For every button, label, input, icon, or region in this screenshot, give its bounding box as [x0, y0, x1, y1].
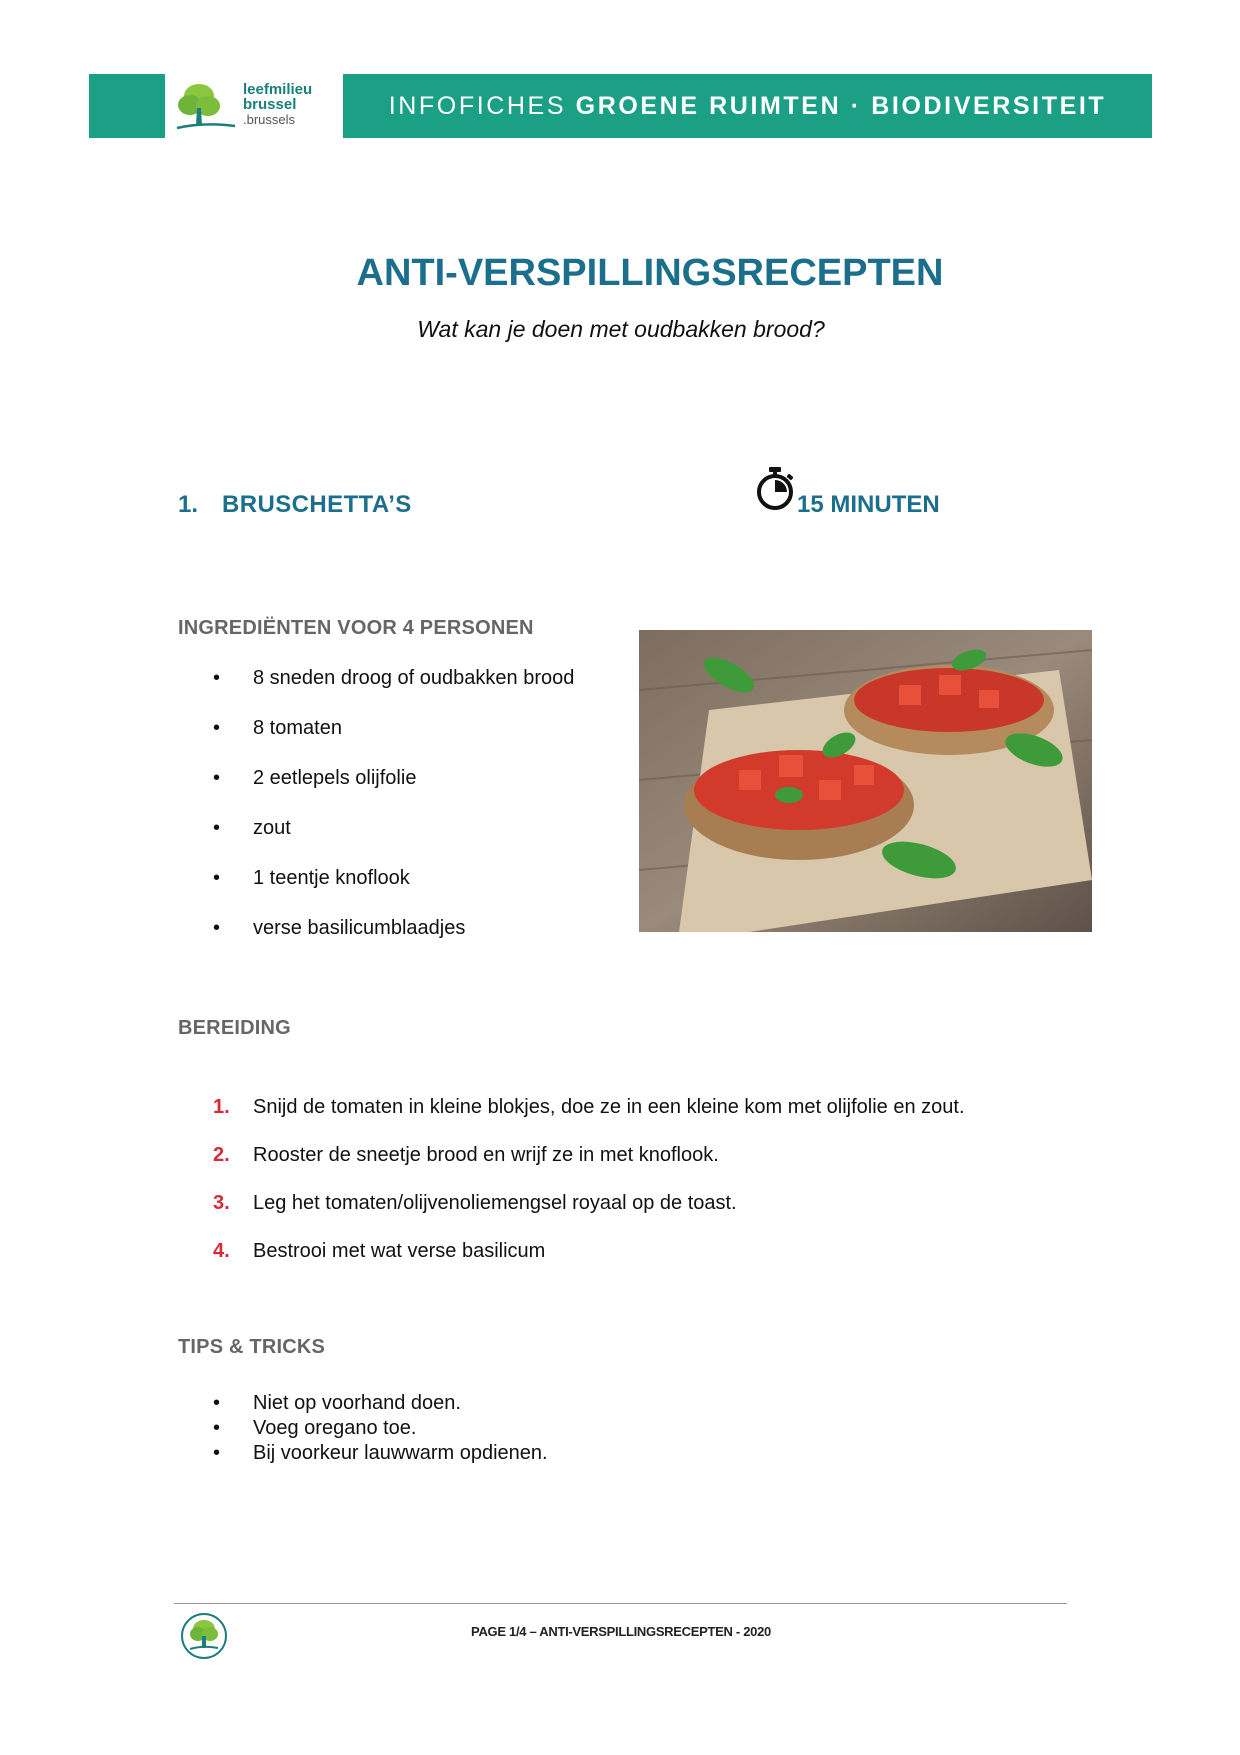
ingredient-item: • zout — [213, 817, 291, 839]
tip-item: • Voeg oregano toe. — [213, 1417, 417, 1439]
bullet-icon: • — [213, 1417, 221, 1439]
ingredient-item: • 8 tomaten — [213, 717, 342, 739]
step-item: 4. Bestrooi met wat verse basilicum — [213, 1240, 546, 1262]
bruschetta-photo — [639, 630, 1092, 932]
tip-item: • Bij voorkeur lauwwarm opdienen. — [213, 1442, 548, 1464]
banner-bold: GROENE RUIMTEN · BIODIVERSITEIT — [575, 91, 1107, 120]
page-title: ANTI-VERSPILLINGSRECEPTEN — [356, 252, 944, 294]
step-item: 2. Rooster de sneetje brood en wrijf ze in met knoflook. — [213, 1144, 719, 1166]
prep-time: 15 MINUTEN — [797, 491, 940, 518]
ingredient-item: • 1 teentje knoflook — [213, 867, 410, 889]
tips-heading: TIPS & TRICKS — [178, 1336, 326, 1358]
leefmilieu-logo — [165, 74, 343, 138]
stopwatch-icon — [754, 466, 796, 512]
banner-prefix: INFOFICHES — [388, 91, 567, 120]
ingredient-item: • verse basilicumblaadjes — [213, 917, 466, 939]
bullet-icon: • — [213, 817, 221, 839]
recipe-number: 1. — [178, 491, 199, 518]
logo-line-2: brussel — [243, 96, 297, 113]
header-banner — [343, 74, 1152, 138]
bullet-icon: • — [213, 767, 221, 789]
logo-line-1: leefmilieu — [243, 81, 313, 98]
ingredient-item: • 2 eetlepels olijfolie — [213, 767, 417, 789]
bullet-icon: • — [213, 917, 221, 939]
bullet-icon: • — [213, 1442, 221, 1464]
preparation-heading: BEREIDING — [178, 1017, 291, 1039]
bullet-icon: • — [213, 717, 221, 739]
ingredient-item: • 8 sneden droog of oudbakken brood — [213, 667, 575, 689]
recipe-name: BRUSCHETTA’S — [222, 491, 412, 518]
ingredients-heading: INGREDIËNTEN VOOR 4 PERSONEN — [178, 617, 534, 639]
step-item: 3. Leg het tomaten/olijvenoliemengsel royaal op de toast. — [213, 1192, 737, 1214]
tree-logo-icon — [173, 80, 241, 134]
page-subtitle: Wat kan je doen met oudbakken brood? — [417, 316, 825, 342]
step-item: 1. Snijd de tomaten in kleine blokjes, doe ze in een kleine kom met olijfolie en zout. — [213, 1096, 965, 1118]
logo-line-3: .brussels — [243, 112, 296, 127]
footer-divider — [174, 1603, 1067, 1604]
tip-item: • Niet op voorhand doen. — [213, 1392, 461, 1414]
footer-text: PAGE 1/4 – ANTI-VERSPILLINGSRECEPTEN - 2020 — [471, 1624, 771, 1639]
bullet-icon: • — [213, 867, 221, 889]
header-accent-block — [89, 74, 165, 138]
bullet-icon: • — [213, 1392, 221, 1414]
bullet-icon: • — [213, 667, 221, 689]
